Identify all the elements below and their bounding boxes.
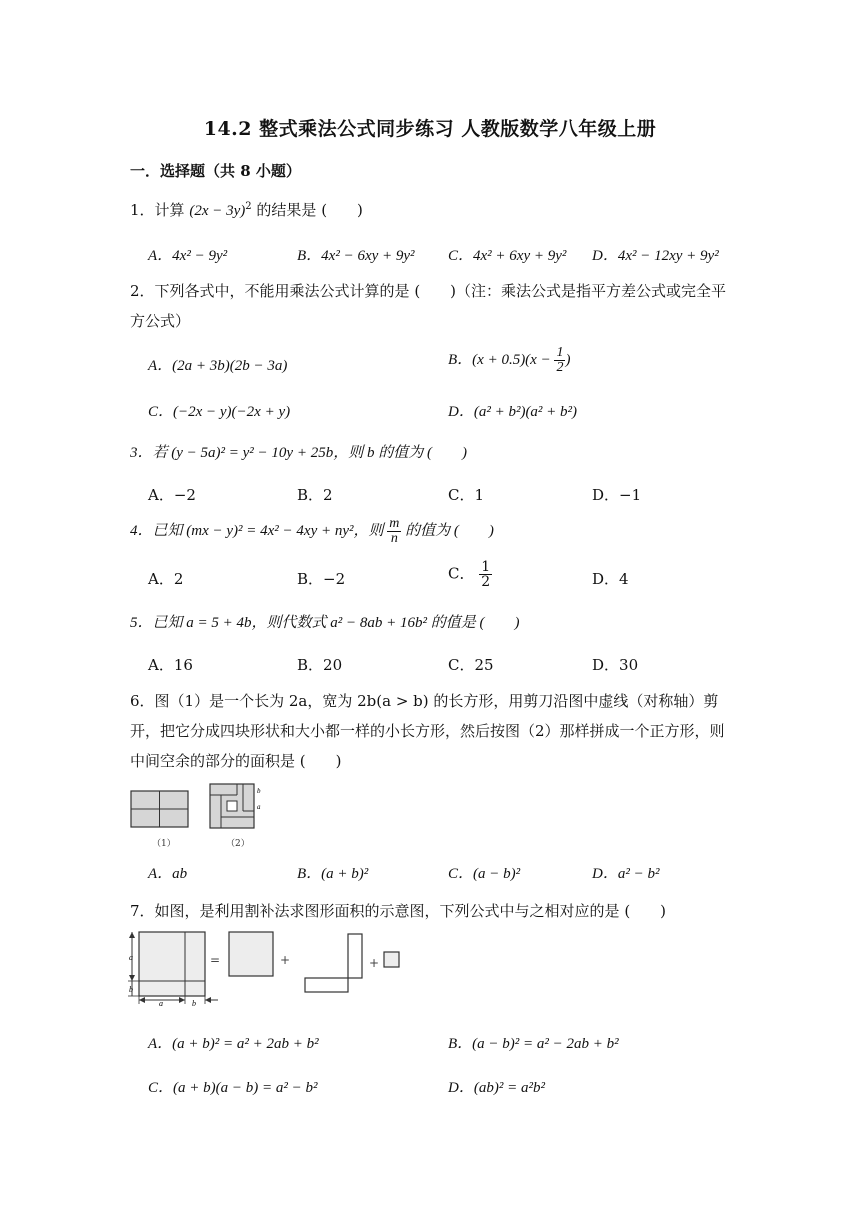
question-4-option-a: A．2 bbox=[148, 570, 184, 588]
fraction-one-half: $\frac{1}{2}$ bbox=[556, 345, 564, 375]
question-2-option-b: B．(x + 0.5)(x − $\frac{1}{2}$ ) bbox=[448, 345, 571, 375]
question-4-option-c: C． $\frac{1}{2}$ bbox=[448, 559, 491, 590]
question-3-option-c: C．1 bbox=[448, 486, 485, 504]
question-5-stem: 5．已知 a = 5 + 4b，则代数式 a² − 8ab + 16b² 的值是 ( ) bbox=[130, 615, 520, 631]
question-6-option-d: D．a² − b² bbox=[592, 866, 660, 882]
question-3-stem: 3．若 (y − 5a)² = y² − 10y + 25b，则 b 的值为 ( ) bbox=[130, 445, 467, 461]
question-4-option-d: D．4 bbox=[592, 570, 629, 588]
question-5-option-d: D．30 bbox=[592, 656, 639, 674]
question-6-option-a: A．ab bbox=[148, 866, 188, 882]
question-2-option-a: A．(2a + 3b)(2b − 3a) bbox=[148, 358, 288, 374]
figure-area-decomposition bbox=[126, 926, 416, 1010]
question-1-option-b: B．4x² − 6xy + 9y² bbox=[297, 248, 415, 264]
figure-1-rectangle bbox=[130, 790, 190, 830]
question-7-option-a: A．(a + b)² = a² + 2ab + b² bbox=[148, 1036, 319, 1052]
figure-plus-sign-1: + bbox=[280, 953, 291, 967]
figure-label-b-vertical: b bbox=[129, 985, 133, 994]
question-6-stem: 6．图（1）是一个长为 2a，宽为 2b(a > b) 的长方形，用剪刀沿图中虚线（对称轴）剪开，把它分成四块形状和大小都一样的小长方形，然后按图（2）那样拼成一个正方形，则中间空余的部分的面积是 ( ) bbox=[130, 692, 725, 770]
question-7-option-b: B．(a − b)² = a² − 2ab + b² bbox=[448, 1036, 619, 1052]
figure-2-square bbox=[208, 782, 270, 830]
question-6-option-c: C．(a − b)² bbox=[448, 866, 521, 882]
question-3-option-b: B．2 bbox=[297, 486, 333, 504]
question-5-option-a: A．16 bbox=[148, 656, 193, 674]
question-1-option-a: A．4x² − 9y² bbox=[148, 248, 228, 264]
figure-2-label-a: a bbox=[257, 803, 261, 811]
fraction-m-over-n: $\frac{m}{n}$ bbox=[389, 516, 400, 547]
page-title: 14.2 整式乘法公式同步练习 人教版数学八年级上册 bbox=[203, 118, 657, 140]
figure-2-label-b: b bbox=[257, 787, 261, 795]
figure-1-caption: （1） bbox=[152, 839, 176, 849]
figure-label-b-horizontal: b bbox=[192, 999, 196, 1008]
question-1-option-c: C．4x² + 6xy + 9y² bbox=[448, 248, 567, 264]
question-5-option-b: B．20 bbox=[297, 656, 343, 674]
fraction-one-half: $\frac{1}{2}$ bbox=[481, 559, 491, 590]
section-heading: 一．选择题（共 8 小题） bbox=[130, 162, 301, 180]
question-7-option-d: D．(ab)² = a²b² bbox=[448, 1080, 545, 1096]
figure-equals-sign: = bbox=[210, 953, 221, 967]
figure-plus-sign-2: + bbox=[369, 956, 380, 970]
question-2-stem: 2．下列各式中，不能用乘法公式计算的是 ( )（注：乘法公式是指平方差公式或完全平方公式） bbox=[130, 282, 727, 330]
question-5-option-c: C．25 bbox=[448, 656, 494, 674]
question-7-option-c: C．(a + b)(a − b) = a² − b² bbox=[148, 1080, 318, 1096]
question-4-option-b: B．−2 bbox=[297, 570, 346, 588]
question-1-option-d: D．4x² − 12xy + 9y² bbox=[592, 248, 719, 264]
question-7-stem: 7．如图，是利用割补法求图形面积的示意图，下列公式中与之相对应的是 ( ) bbox=[130, 902, 667, 920]
question-1-stem: 1．计算 $(2x - 3y)^2$ 的结果是 ( ) bbox=[130, 201, 363, 219]
question-2-option-d: D．(a² + b²)(a² + b²) bbox=[448, 404, 578, 420]
figure-label-a-horizontal: a bbox=[159, 999, 163, 1008]
figure-label-a-vertical: a bbox=[129, 953, 133, 962]
question-4-stem: 4．已知 (mx − y)² = 4x² − 4xy + ny²，则 $\frac{m}{n}$ 的值为 ( ) bbox=[130, 516, 494, 547]
question-3-option-d: D．−1 bbox=[592, 486, 642, 504]
question-6-option-b: B．(a + b)² bbox=[297, 866, 369, 882]
figure-2-caption: （2） bbox=[226, 839, 250, 849]
question-2-option-c: C．(−2x − y)(−2x + y) bbox=[148, 404, 291, 420]
question-3-option-a: A．−2 bbox=[148, 486, 196, 504]
